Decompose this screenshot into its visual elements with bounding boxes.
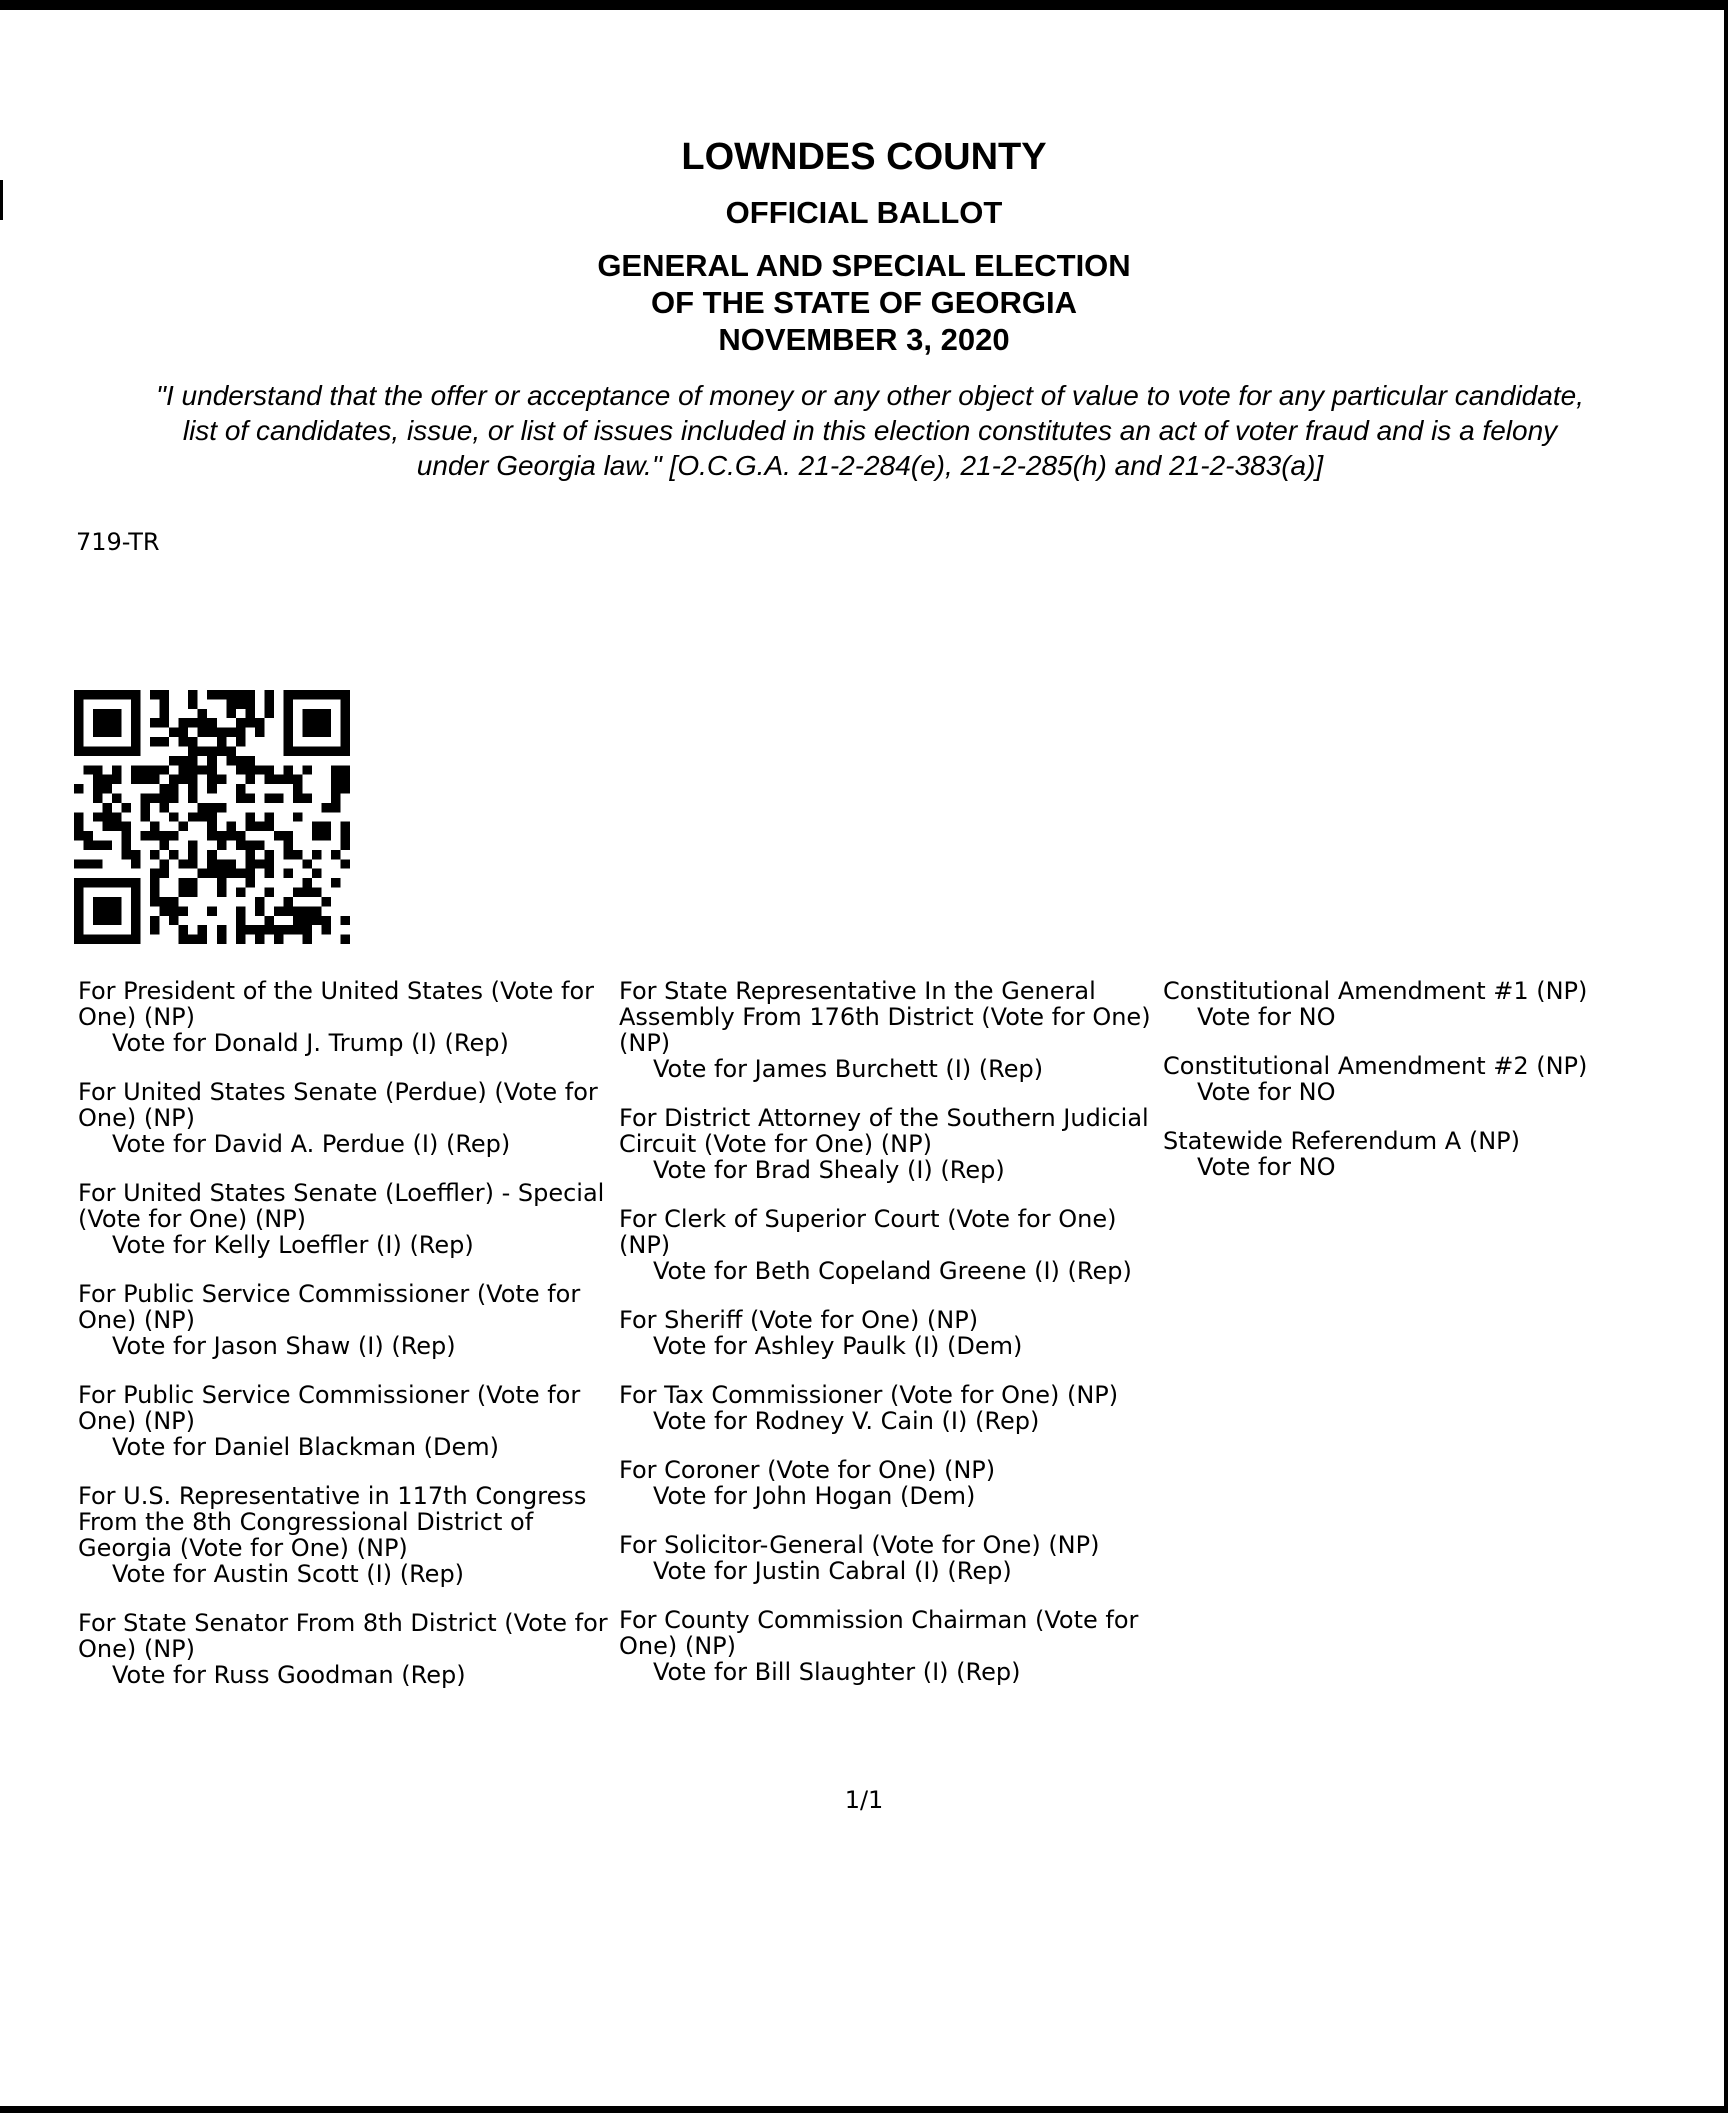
contest-block [1163, 978, 1683, 1030]
contest-block [619, 1206, 1159, 1284]
contest-block [78, 1382, 618, 1460]
contest-title: For Tax Commissioner (Vote for One) (NP) [619, 1381, 1119, 1409]
contest-block [619, 1382, 1159, 1434]
contest-column-3 [1163, 978, 1683, 1203]
contest-title: For Clerk of Superior Court (Vote for One) (NP) [619, 1205, 1117, 1259]
ballot-style-id: 719-TR [76, 528, 160, 556]
ballot-type-title: OFFICIAL BALLOT [725, 195, 1003, 230]
contest-block [78, 1079, 618, 1157]
contest-column-1 [78, 978, 618, 1711]
contest-title: For County Commission Chairman (Vote for One) (NP) [619, 1606, 1139, 1660]
contest-block [619, 1105, 1159, 1183]
contest-block [619, 1307, 1159, 1359]
contest-selection: Vote for Bill Slaughter (I) (Rep) [653, 1658, 1021, 1686]
contest-title: For U.S. Representative in 117th Congress From the 8th Congressional District of Georgia (Vote for One) (NP) [78, 1482, 587, 1562]
contest-title: For District Attorney of the Southern Judicial Circuit (Vote for One) (NP) [619, 1104, 1149, 1158]
county-title: LOWNDES COUNTY [681, 136, 1047, 178]
contest-title: For President of the United States (Vote for One) (NP) [78, 977, 595, 1031]
voter-oath-line: under Georgia law." [O.C.G.A. 21-2-284(e), 21-2-285(h) and 21-2-383(a)] [416, 450, 1324, 481]
contest-block [619, 1532, 1159, 1584]
contest-selection: Vote for John Hogan (Dem) [653, 1482, 976, 1510]
page-border-top [0, 0, 1728, 10]
voter-oath-line: "I understand that the offer or acceptance of money or any other object of value to vote for any particular candidate, [156, 380, 1584, 411]
contest-title: For Public Service Commissioner (Vote for One) (NP) [78, 1381, 581, 1435]
contest-title: Statewide Referendum A (NP) [1163, 1127, 1520, 1155]
page-number: 1/1 [844, 1786, 884, 1814]
contest-selection: Vote for Kelly Loeffler (I) (Rep) [112, 1231, 474, 1259]
election-title-line: OF THE STATE OF GEORGIA [651, 285, 1077, 320]
contest-selection: Vote for Rodney V. Cain (I) (Rep) [653, 1407, 1040, 1435]
contest-selection: Vote for NO [1197, 1003, 1336, 1031]
contest-title: Constitutional Amendment #1 (NP) [1163, 977, 1588, 1005]
contest-block [619, 1457, 1159, 1509]
contest-selection: Vote for Ashley Paulk (I) (Dem) [653, 1332, 1023, 1360]
voter-oath [70, 378, 1670, 483]
contest-selection: Vote for Donald J. Trump (I) (Rep) [112, 1029, 509, 1057]
contest-title: For United States Senate (Perdue) (Vote for One) (NP) [78, 1078, 598, 1132]
contest-block [78, 1483, 618, 1587]
contest-selection: Vote for NO [1197, 1153, 1336, 1181]
contest-block [78, 978, 618, 1056]
contest-block [78, 1610, 618, 1688]
contest-title: For Public Service Commissioner (Vote for One) (NP) [78, 1280, 581, 1334]
voter-oath-line: list of candidates, issue, or list of issues included in this election constitutes an act of voter fraud and is a felony [182, 415, 1558, 446]
contest-title: For Sheriff (Vote for One) (NP) [619, 1306, 979, 1334]
contest-selection: Vote for Daniel Blackman (Dem) [112, 1433, 500, 1461]
contest-selection: Vote for Brad Shealy (I) (Rep) [653, 1156, 1005, 1184]
page-border-bottom [0, 2106, 1728, 2113]
contest-selection: Vote for Jason Shaw (I) (Rep) [112, 1332, 456, 1360]
contest-selection: Vote for Beth Copeland Greene (I) (Rep) [653, 1257, 1132, 1285]
contest-column-2 [619, 978, 1159, 1708]
contest-selection: Vote for NO [1197, 1078, 1336, 1106]
contest-selection: Vote for David A. Perdue (I) (Rep) [112, 1130, 511, 1158]
contest-title: For Coroner (Vote for One) (NP) [619, 1456, 996, 1484]
contest-title: For Solicitor-General (Vote for One) (NP) [619, 1531, 1100, 1559]
contest-block [1163, 1053, 1683, 1105]
contest-title: For State Senator From 8th District (Vote for One) (NP) [78, 1609, 608, 1663]
contest-title: For United States Senate (Loeffler) - Special (Vote for One) (NP) [78, 1179, 605, 1233]
contest-selection: Vote for James Burchett (I) (Rep) [653, 1055, 1044, 1083]
contest-selection: Vote for Justin Cabral (I) (Rep) [653, 1557, 1012, 1585]
contest-block [619, 1607, 1159, 1685]
election-date: NOVEMBER 3, 2020 [718, 322, 1010, 357]
contest-block [78, 1180, 618, 1258]
contest-block [78, 1281, 618, 1359]
election-title-line: GENERAL AND SPECIAL ELECTION [597, 248, 1131, 283]
contest-block [619, 978, 1159, 1082]
contest-title: For State Representative In the General Assembly From 176th District (Vote for One) (NP) [619, 977, 1151, 1057]
contest-selection: Vote for Austin Scott (I) (Rep) [112, 1560, 465, 1588]
contest-selection: Vote for Russ Goodman (Rep) [112, 1661, 466, 1689]
contest-block [1163, 1128, 1683, 1180]
contest-title: Constitutional Amendment #2 (NP) [1163, 1052, 1588, 1080]
election-title [0, 247, 1728, 358]
qr-code-icon [74, 690, 350, 944]
